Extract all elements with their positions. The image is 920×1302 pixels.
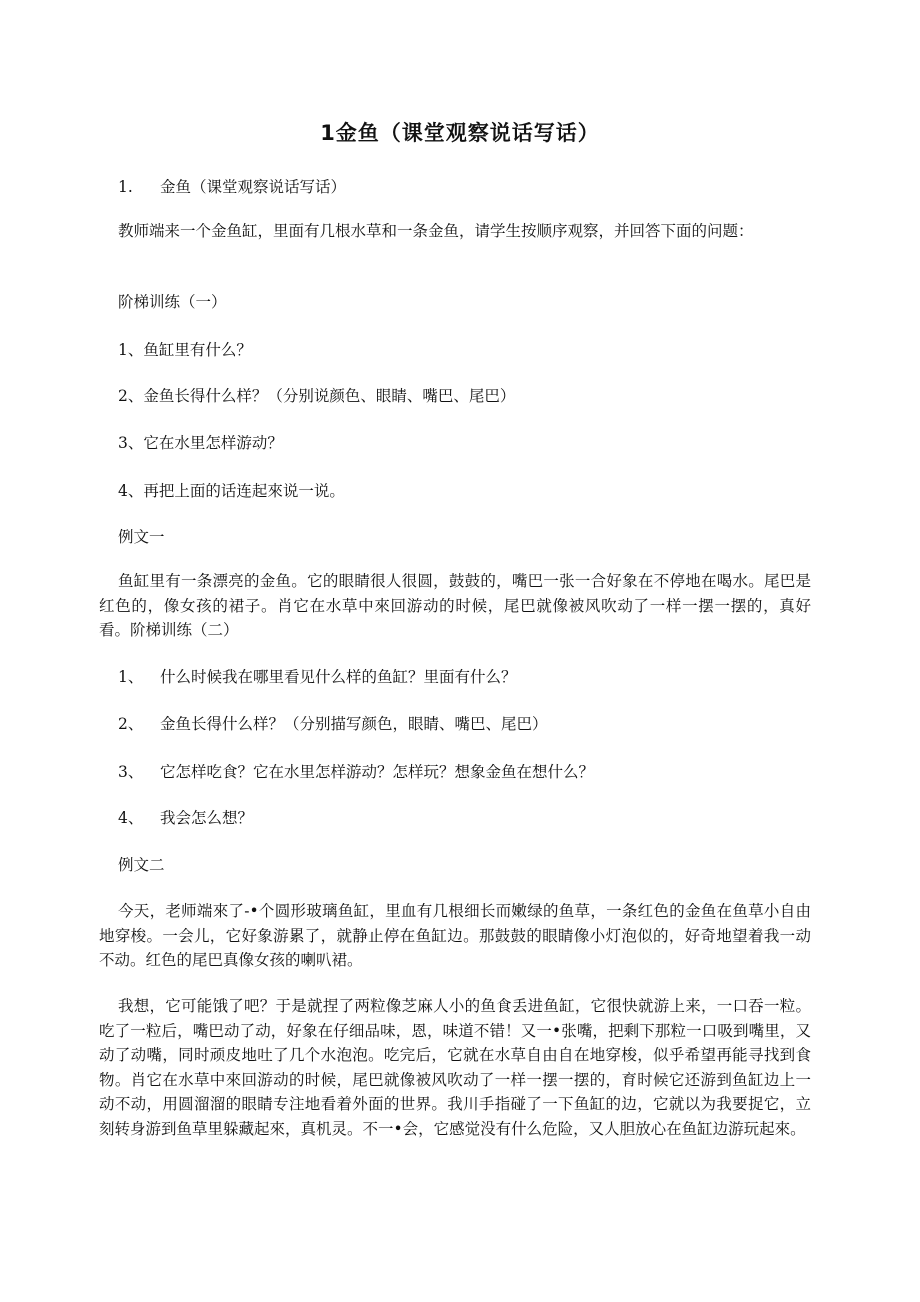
section2-item [118, 806, 253, 828]
intro-paragraph: 教师端来一个金鱼缸，里面有几根水草和一条金鱼，请学生按顺序观察，并回答下面的问题： [118, 222, 754, 240]
section1-title: 阶梯训练（一） [118, 293, 227, 311]
section2-item [118, 665, 517, 687]
section2-item [118, 760, 594, 782]
section2-item-number: 3、 [118, 763, 144, 781]
section2-item-number: 1、 [118, 668, 144, 686]
document-title: 1金鱼（课堂观察说话写话） [320, 121, 600, 145]
heading-line [118, 175, 346, 197]
example1-title: 例文一 [118, 528, 165, 546]
section1-item: 2、金鱼长得什么样？（分别说颜色、眼睛、嘴巴、尾巴） [118, 387, 516, 405]
section2-item-text: 什么时候我在哪里看见什么样的鱼缸？里面有什么？ [160, 668, 517, 686]
section2-item-text: 我会怎么想？ [160, 809, 254, 827]
example1-paragraph: 鱼缸里有一条漂亮的金鱼。它的眼睛很人很圆，鼓鼓的，嘴巴一张一合好象在不停地在喝水。尾巴是红色的，像女孩的裙子。肖它在水草中來回游动的时候，尾巴就像被风吹动了一样一摆一摆的，真好看。阶梯训练（二） [99, 572, 811, 639]
example2-paragraph-1: 今天，老师端來了-•个圆形玻璃鱼缸，里血有几根细长而嫩绿的鱼草，一条红色的金鱼在鱼草小自由地穿梭。一会儿，它好象游累了，就静止停在鱼缸边。那鼓鼓的眼睛像小灯泡似的，好奇地望着我一动不动。红色的尾巴真像女孩的喇叭裙。 [99, 902, 811, 969]
example2-paragraph-2: 我想，它可能饿了吧？于是就捏了两粒像芝麻人小的鱼食丢进鱼缸，它很快就游上来，一口吞一粒。吃了一粒后，嘴巴动了动，好象在仔细品味，恩，味道不错！又一•张嘴，把剩下那粒一口吸到嘴里，又动了动嘴，同时顽皮地吐了几个水泡泡。吃完后，它就在水草自由自在地穿梭，似乎希望再能寻找到食物。肖它在水草中來回游动的时候，尾巴就像被风吹动了一样一摆一摆的，育时候它还游到鱼缸边上一动不动，用圆溜溜的眼睛专注地看着外面的世界。我川手指碰了一下鱼缸的边，它就以为我要捉它，立刻转身游到鱼草里躲藏起來，真机灵。不一•会，它感觉没有什么危险，又人胆放心在鱼缸边游玩起來。 [99, 997, 811, 1138]
section1-item: 4、再把上面的话连起來说一说。 [118, 482, 345, 500]
section1-item: 3、它在水里怎样游动？ [118, 434, 283, 452]
section2-item-text: 它怎样吃食？它在水里怎样游动？怎样玩？想象金鱼在想什么？ [160, 763, 595, 781]
section2-item-number: 2、 [118, 715, 144, 733]
section1-item: 1、鱼缸里有什么？ [118, 341, 252, 359]
section2-item [118, 712, 548, 734]
section2-item-number: 4、 [118, 809, 144, 827]
section2-item-text: 金鱼长得什么样？（分别描写颜色，眼睛、嘴巴、尾巴） [160, 715, 548, 733]
heading-number: 1. [118, 178, 133, 196]
heading-text: 金鱼（课堂观察说话写话） [160, 178, 347, 196]
example2-title: 例文二 [118, 856, 165, 874]
